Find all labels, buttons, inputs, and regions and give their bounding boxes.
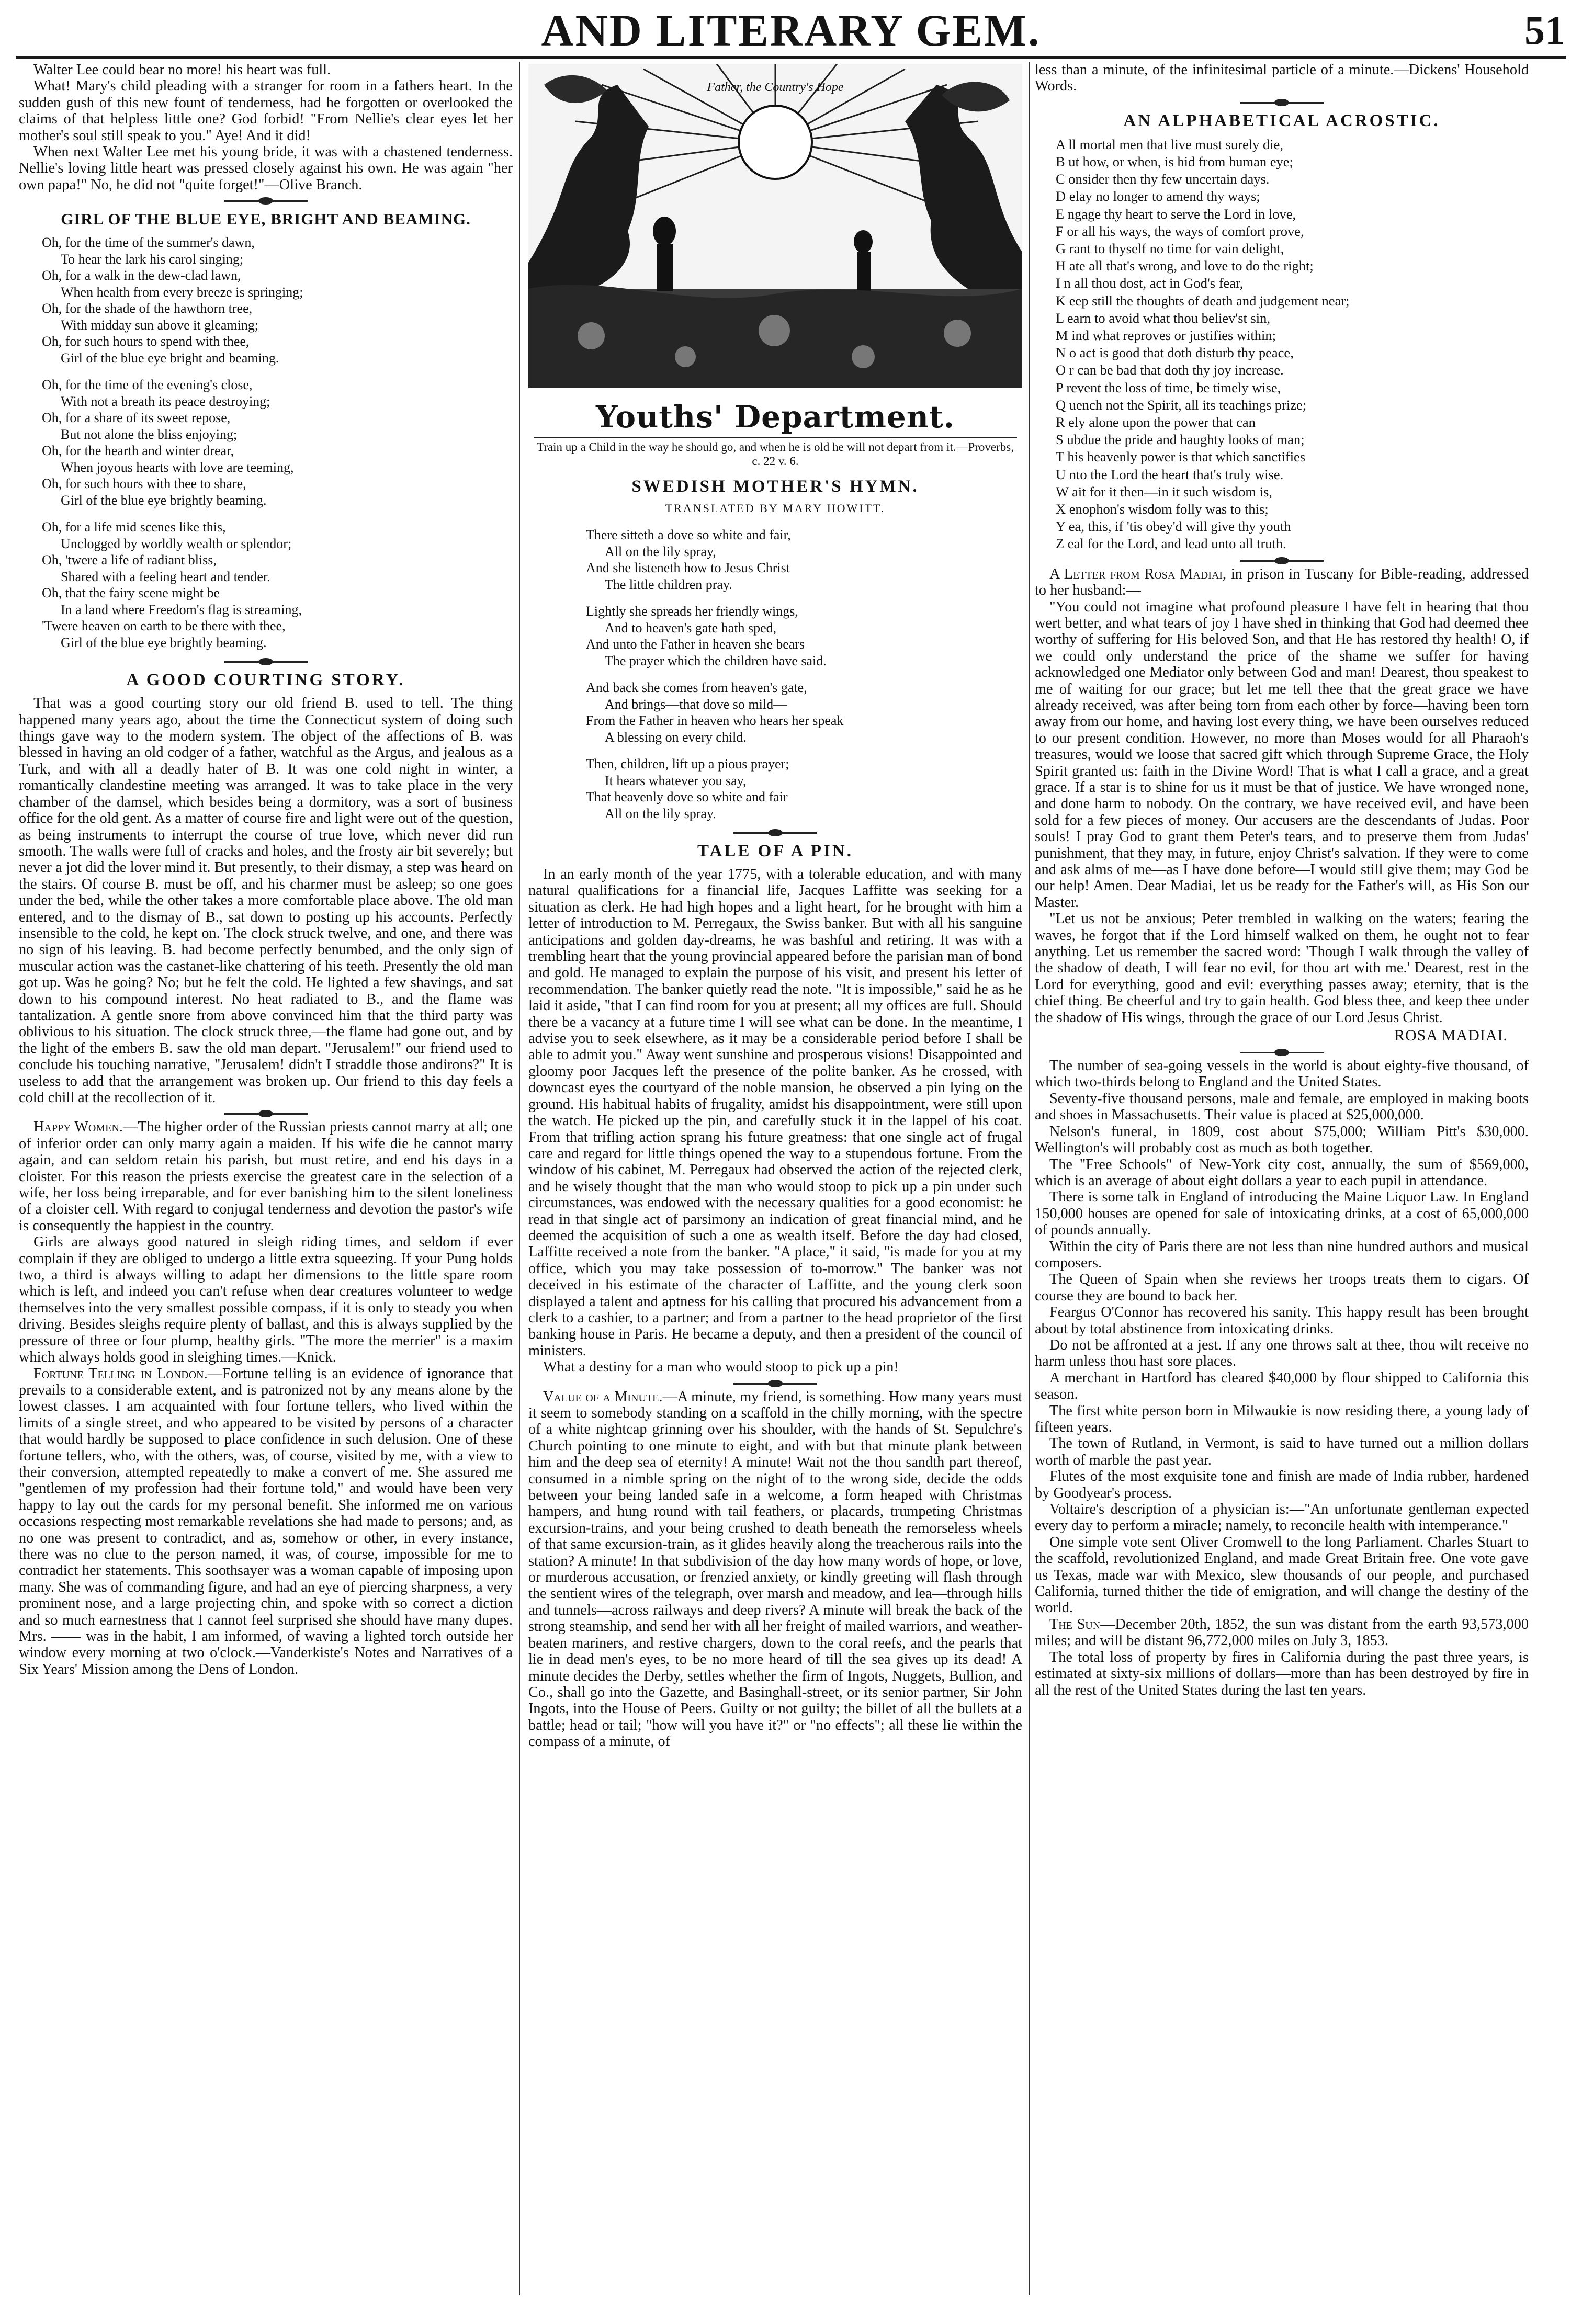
item-body: —Fortune telling is an evidence of ignorance that prevails to a considerable extent, and is patronized not by any means alone by the lowest classes. I am acquainted with four fortune tellers, who lived within the limits of a single street, and who appeared to be visited by persons of a character that would hardly be supposed to place confidence in such delusion. One of these fortune tellers, who, with the others, was, of course, visited by me, with a view to their conversion, attempted repeatedly to make a convert of me. She assured me "gentlemen of my profession had their fortune told," and would have been very happy to lay out the cards for my personal benefit. She informed me on various occasions respecting most remarkable revelations she had made to persons; and, as no one was present to contradict, and as, somehow or other, in every instance, there was no clue to the person named, it was, of course, impossible for me to contradict her statements. This soothsayer was a woman capable of imposing upon many. She was of commanding figure, and had an eye of piercing sharpness, a very prominent nose, and a large projecting chin, and spoke with so correct a diction and so much earnestness that I cannot feel surprised she should have many dupes. Mrs. —— was in the habit, I am informed, of waving a lighted torch outside her window every morning at two o'clock.—Vanderkiste's Notes and Narratives of a Six Years' Mission among the Dens of London.: [19, 1365, 513, 1677]
news-item: The first white person born in Milwaukie is now residing there, a young lady of fifteen years.: [1035, 1402, 1529, 1435]
hymn-line: Lightly she spreads her friendly wings,: [586, 604, 798, 619]
acrostic-line: C onsider then thy few uncertain days.: [1056, 171, 1270, 187]
news-item: The Queen of Spain when she reviews her troops treats them to cigars. Of course they are bound to back her.: [1035, 1271, 1529, 1304]
department-title: Youths' Department.: [596, 399, 955, 435]
item-lead: A Letter from Rosa Madiai,: [1049, 565, 1227, 582]
acrostic-line: T his heavenly power is that which sanctifies: [1056, 449, 1306, 465]
poem-line: Shared with a feeling heart and tender.: [61, 569, 270, 584]
news-item: A merchant in Hartford has cleared $40,000 by flour shipped to California this season.: [1035, 1369, 1529, 1403]
hymn-line: All on the lily spray,: [605, 543, 716, 559]
engraving-illustration: [528, 64, 1022, 388]
minute-continuation: less than a minute, of the infinitesimal particle of a minute.—Dickens' Household Words.: [1035, 62, 1529, 95]
acrostic-line: U nto the Lord the heart that's truly wise.: [1056, 466, 1284, 482]
poem-line: With midday sun above it gleaming;: [61, 317, 259, 333]
stanza: [42, 519, 513, 651]
news-item: There is some talk in England of introducing the Maine Liquor Law. In England 150,000 houses are opened for sale of intoxicating drinks, at a cost of 65,000,000 of pounds annually.: [1035, 1189, 1529, 1239]
acrostic-line: P revent the loss of time, be timely wise,: [1056, 379, 1281, 395]
page-number: 51: [1524, 7, 1565, 53]
acrostic-line: E ngage thy heart to serve the Lord in love,: [1056, 206, 1296, 222]
hymn-line: There sitteth a dove so white and fair,: [586, 527, 791, 542]
hymn-line: The little children pray.: [605, 576, 732, 592]
stanza: [586, 603, 1022, 669]
poem-line: Unclogged by worldly wealth or splendor;: [61, 536, 292, 551]
poem-line: To hear the lark his carol singing;: [61, 251, 244, 267]
hymn-line: And to heaven's gate hath sped,: [605, 620, 777, 636]
news-item: Nelson's funeral, in 1809, cost about $75,000; William Pitt's $30,000. Wellington's will probably cost as much as both together.: [1035, 1123, 1529, 1157]
stanza: [586, 679, 1022, 745]
divider: [224, 1113, 308, 1115]
acrostic-line: Y ea, this, if 'tis obey'd will give thy youth: [1056, 518, 1291, 535]
item-body: —December 20th, 1852, the sun was distant from the earth 93,573,000 miles; and will be distant 96,772,000 miles on July 3, 1853.: [1035, 1616, 1529, 1649]
hymn-line: And brings—that dove so mild—: [605, 696, 787, 712]
news-item-sun: [1035, 1616, 1529, 1649]
acrostic-line: Z eal for the Lord, and lead unto all truth.: [1056, 536, 1286, 552]
translator-credit: TRANSLATED BY MARY HOWITT.: [665, 502, 886, 515]
column-middle: [528, 62, 1022, 2306]
acrostic-line: O r can be bad that doth thy joy increase.: [1056, 362, 1284, 378]
stanza: [42, 377, 513, 508]
news-item: One simple vote sent Oliver Cromwell to the long Parliament. Charles Stuart to the scaffold, revolutionized England, and made Great Britain free. One vote gave us Texas, made war with Mexico, slew thousands of our people, and purchased California, turned thither the tide of emigration, and will change the destiny of the world.: [1035, 1534, 1529, 1616]
news-item: The total loss of property by fires in California during the past three years, is estimated at sixty-six millions of dollars—more than has been destroyed by fire in all the rest of the United States during the last ten years.: [1035, 1649, 1529, 1698]
poem-line: Oh, 'twere a life of radiant bliss,: [42, 552, 217, 568]
news-item: Flutes of the most exquisite tone and finish are made of India rubber, hardened by Goodyear's process.: [1035, 1468, 1529, 1501]
divider: [224, 661, 308, 663]
acrostic-title: AN ALPHABETICAL ACROSTIC.: [1123, 111, 1440, 130]
stanza: [586, 527, 1022, 593]
acrostic-line: K eep still the thoughts of death and judgement near;: [1056, 292, 1350, 309]
column-left: [19, 62, 513, 2306]
poem-line: Oh, for the time of the evening's close,: [42, 377, 253, 393]
acrostic-line: I n all thou dost, act in God's fear,: [1056, 275, 1244, 291]
acrostic-line: S ubdue the pride and haughty looks of man;: [1056, 432, 1305, 448]
paragraph: When next Walter Lee met his young bride, it was with a chastened tenderness. Nellie's loving little heart was pressed closely against his own. He was again "her own papa!" No, he did not "quite forget!"—Olive Branch.: [19, 144, 513, 193]
divider: [733, 1383, 817, 1385]
hymn-line: And she listeneth how to Jesus Christ: [586, 560, 790, 575]
poem-line: Oh, for a share of its sweet repose,: [42, 410, 231, 426]
poem-line: Oh, for the time of the summer's dawn,: [42, 235, 255, 251]
poem-line: Girl of the blue eye bright and beaming.: [61, 350, 279, 366]
acrostic-line: A ll mortal men that live must surely die,: [1056, 136, 1283, 152]
item-body: in prison in Tuscany for Bible-reading, addressed to her husband:—: [1035, 565, 1529, 599]
page-title: AND LITERARY GEM.: [541, 5, 1041, 55]
poem-line: But not alone the bliss enjoying;: [61, 426, 238, 442]
poem-line: Oh, for the shade of the hawthorn tree,: [42, 301, 253, 316]
acrostic: [1056, 136, 1529, 553]
news-item: Within the city of Paris there are not less than nine hundred authors and musical composers.: [1035, 1238, 1529, 1271]
news-item: The number of sea-going vessels in the world is about eighty-five thousand, of which two-thirds belong to England and the United States.: [1035, 1058, 1529, 1091]
acrostic-line: W ait for it then—in it such wisdom is,: [1056, 483, 1272, 500]
poem-line: 'Twere heaven on earth to be there with thee,: [42, 618, 286, 634]
news-item: The town of Rutland, in Vermont, is said to have turned out a million dollars worth of marble the past year.: [1035, 1435, 1529, 1468]
motto: Train up a Child in the way he should go, and when he is old he will not depart from it.—Proverbs, c. 22 v. 6.: [534, 437, 1017, 468]
news-item: Do not be affronted at a jest. If any one throws salt at thee, thou wilt receive no harm unless thou hast sore places.: [1035, 1336, 1529, 1370]
letter-body: "Let us not be anxious; Peter trembled in walking on the waters; fearing the waves, he forgot that if the Lord himself walked on them, he ought not to fear anything. Let us remember the sacred word: 'Though I walk through the valley of the shadow of death, I will fear no evil, for thou art with me.' Dearest, rest in the Lord for everything, good and evil: everything passes away; eternity, that is the chief thing. Be cheerful and try to gain health. God bless thee, and keep thee under the shadow of His wings, through the grace of our Lord Jesus Christ.: [1035, 911, 1529, 1026]
poem-line: With not a breath its peace destroying;: [61, 393, 270, 409]
pin-ending: What a destiny for a man who would stoop to pick up a pin!: [543, 1359, 899, 1376]
poem-title: GIRL OF THE BLUE EYE, BRIGHT AND BEAMING.: [61, 210, 471, 229]
story-continuation: [19, 62, 513, 193]
hymn-line: From the Father in heaven who hears her speak: [586, 713, 844, 728]
acrostic-line: D elay no longer to amend thy ways;: [1056, 188, 1260, 205]
divider: [733, 832, 817, 834]
poem-line: Oh, for a walk in the dew-clad lawn,: [42, 268, 241, 284]
column-rule: [519, 62, 520, 2295]
divider: [1240, 1052, 1324, 1053]
hymn-title: SWEDISH MOTHER'S HYMN.: [631, 477, 919, 496]
poem-line: Girl of the blue eye brightly beaming.: [61, 492, 267, 508]
item-lead: Value of a Minute.: [543, 1388, 663, 1405]
divider: [1240, 560, 1324, 562]
divider: [1240, 102, 1324, 104]
hymn-line: And unto the Father in heaven she bears: [586, 637, 805, 652]
acrostic-line: F or all his ways, the ways of comfort prove,: [1056, 223, 1304, 239]
stanza: [42, 234, 513, 366]
poem-line: Oh, that the fairy scene might be: [42, 585, 220, 601]
item-lead: Happy Women.: [33, 1119, 123, 1136]
masthead: [16, 4, 1566, 62]
hymn-line: That heavenly dove so white and fair: [586, 789, 788, 804]
poem-line: Girl of the blue eye brightly beaming.: [61, 634, 267, 650]
hymn-line: All on the lily spray.: [605, 806, 716, 821]
stanza: [586, 756, 1022, 822]
pin-body: In an early month of the year 1775, with a tolerable education, and with many natural qualifications for a financial life, Jacques Laffitte was seeking for a situation as clerk. He had high hopes and a light heart, for he brought with him a letter of introduction to M. Perregaux, the Swiss banker. But with all his sanguine anticipations and golden day-dreams, he was bashful and retiring. It was with a trembling heart that the young provincial appeared before the parisian man of bond and gold. He managed to explain the purpose of his visit, and present his letter of recommendation. The banker quietly read the note. "It is impossible," said he as he laid it aside, "that I can find room for you at present; all my offices are full. Should there be a vacancy at a future time I will see what can be done. In the meantime, I advise you to seek elsewhere, as it may be a considerable period before I shall be able to admit you." Away went sunshine and prosperous visions! Disappointed and gloomy poor Jacques left the presence of the polite banker. As he crossed, with downcast eyes the courtyard of the noble mansion, he observed a pin lying on the ground. His habitual habits of frugality, amidst his disappointment, were still upon the watch. He picked up the pin, and carefully stuck it in the lappel of his coat. From that trifling action sprang his future greatness: that one single act of frugal care and regard for little things opened the way to a stupendous fortune. From the window of his cabinet, M. Perregaux had observed the action of the rejected clerk, and he wisely thought that the man who would stoop to pick up a pin under such circumstances, was endowed with the necessary qualities for a good economist: he read in that single act of parsimony an indication of great financial mind, and he deemed the acquisition of such a one as wealth itself. Before the day had closed, Laffitte received a note from the banker. "A place," it said, "is made for you at my office, which you may take possession of to-morrow." The banker was not deceived in his estimate of the character of Laffitte, and the young clerk soon displayed a talent and aptness for his calling that procured his advancement from a clerk to a cashier, to a partner; and from a partner to the head proprietor of the first banking house in Paris. He became a deputy, and then a president of the council of ministers.: [528, 866, 1022, 1359]
paragraph-sleigh: Girls are always good natured in sleigh riding times, and seldom if ever complain if they are obliged to undergo a little extra squeezing. If your Pung holds two, a third is always willing to adapt her dimensions to the little spare room which is left, and indeed you can't refuse when dear creatures volunteer to wedge themselves into the very smallest possible compass, if it is only to steady you when driving. Besides sleighs require plenty of ballast, and this is always supplied by the pressure of three or four plump, healthy girls. "The more the merrier" is a maxim which always holds good in sleighing times.—Knick.: [19, 1234, 513, 1366]
item-body: —The higher order of the Russian priests cannot marry at all; one of inferior order can only marry again a maiden. If his wife die he cannot marry again, and can seldom retain his parish, but must retire, and end his days in a cloister. For this reason the priests exercise the greatest care in the selection of a wife, her loss being irreparable, and for ever banishing him to the silent loneliness of a cloister cell. With regard to conjugal tenderness and devotion the pastor's wife is consequently the happiest in the country.: [19, 1119, 513, 1234]
column-rule: [1029, 62, 1030, 2295]
letter-signature: ROSA MADIAI.: [1394, 1027, 1508, 1045]
acrostic-line: R ely alone upon the power that can: [1056, 414, 1256, 430]
item-lead: The Sun: [1049, 1616, 1101, 1633]
acrostic-line: N o act is good that doth disturb thy peace,: [1056, 345, 1294, 361]
acrostic-line: X enophon's wisdom folly was to this;: [1056, 501, 1269, 517]
paragraph-fortune: [19, 1366, 513, 1678]
news-item: Voltaire's description of a physician is:—"An unfortunate gentleman expected every day to perform a miracle; namely, to reconcile health with intemperance.": [1035, 1501, 1529, 1534]
acrostic-line: Q uench not the Spirit, all its teachings prize;: [1056, 396, 1307, 413]
paragraph-happy-women: [19, 1119, 513, 1234]
paragraph: Walter Lee could bear no more! his heart was full.: [33, 62, 331, 78]
masthead-rule: [16, 56, 1566, 59]
engraving-caption: Father, the Country's Hope: [707, 81, 844, 94]
poem: [42, 234, 513, 651]
news-item: The "Free Schools" of New-York city cost, annually, the sum of $569,000, which is an average of about eight dollars a year to each pupil in attendance.: [1035, 1156, 1529, 1189]
letter-body: "You could not imagine what profound pleasure I have felt in hearing that thou wert better, and what tears of joy I have shed in thinking that God had deemed thee worthy of suffering for His beloved Son, and that He has restored thy health! O, if we could only understand the price of the shame we suffer for having acknowledged one Mediator only between God and man! Dearest, thou speakest to me of waiting for our grace; but let me tell thee that the great grace we have already received, was after being torn from each other by force—having been torn away from our home, and having lost every thing, we have been ourselves reduced to our present condition. However, no more than Moses would for all Pharaoh's treasures, would we loose that sacred gift which through Supreme Grace, the Holy Spirit granted us: faith in the Divine Word! That is what I call a grace, and a great grace. If a star is to shine for us it must be that of justice. We have wronged none, and done harm to nobody. On the contrary, we have received evil, and have been sold for a few pieces of money. Our accusers are the descendants of Judas. Poor souls! I pray God to grant them Peter's tears, and to preserve them from Judas' punishment, that they may, in future, enjoy Christ's salvation. If they were to come and ask alms of me—as I have done before—I would still give them; may God be our help! Amen. Dear Madiai, let us be ready for the Father's will, as His Son our Master.: [1035, 598, 1529, 911]
acrostic-line: M ind what reproves or justifies within;: [1056, 327, 1276, 344]
poem-line: When health from every breeze is springing;: [61, 284, 303, 300]
hymn-line: Then, children, lift up a pious prayer;: [586, 756, 789, 772]
hymn-line: It hears whatever you say,: [605, 773, 747, 788]
poem-line: When joyous hearts with love are teeming,: [61, 459, 294, 475]
poem-line: Oh, for the hearth and winter drear,: [42, 443, 234, 459]
hymn-line: And back she comes from heaven's gate,: [586, 680, 807, 695]
item-body: —A minute, my friend, is something. How many years must it seem to somebody standing on a scaffold in the chilly morning, with the spectre of a white nightcap grinning over his shoulder, with the hands of St. Sepulchre's Church pointing to one minute to eight, and with but that minute plank between him and the deep sea of eternity! A minute! Wait not the thou sandth part thereof, consumed in a nimble spring on the night of to the wrong side, decide the odds between your being landed safe in a welcome, a form heaped with Christmas hampers, and hung round with tail feathers, or placards, trumpeting Christmas excursion-trains, and your being crushed to death beneath the remorseless wheels of that same excursion-train, as it glides heavily along the treacherous rails into the station? A minute! In that subdivision of the day how many words of hope, or love, or murderous accusation, or frenzied anxiety, or kindly greeting will flash through the sentient wires of the telegraph, over marsh and meadow, and lea—through hills and tunnels—across railways and deep rivers? A minute will break the back of the strong steamship, and send her with all her freight of mailed warriors, and weather-beaten mariners, and restive chargers, down to the coral reefs, and the pearls that lie in dead men's eyes, to be no more heard of till the sea gives up its dead! A minute decides the Derby, settles whether the firm of Ingots, Nuggets, Bullion, and Co., shall go into the Gazette, and Basinghall-street, or its senior partner, Sir John Ingots, into the House of Peers. Guilty or not guilty; the billet of all the bullets at a battle; head or tail; "how will you have it?" or "no effects"; all these lie within the compass of a minute, of: [528, 1388, 1022, 1750]
hymn-line: A blessing on every child.: [605, 729, 747, 745]
column-right: [1035, 62, 1529, 2306]
pin-title: TALE OF A PIN.: [697, 842, 854, 860]
paragraph: What! Mary's child pleading with a stranger for room in a fathers heart. In the sudden gush of this new fount of tenderness, had he forgotten or overlooked the claims of that helpless little one? God forbid! "From Nellie's clear eyes let her mother's soul still speak to you." Aye! And it did!: [19, 78, 513, 144]
hymn-line: The prayer which the children have said.: [605, 653, 827, 668]
story-body: That was a good courting story our old friend B. used to tell. The thing happened many years ago, about the time the Connecticut system of doing such things gave way to the modern system. The object of the affections of B. was blessed in having an old codger of a father, watchful as the Argus, and jealous as a Turk, and with all a deadly hater of B. It was one cold night in winter, a romantically clandestine meeting was arranged. It was to take place in the very chamber of the damsel, which besides being a dormitory, was a sort of business office for the old gent. As a matter of course fire and light were out of the question, as being instruments to interrupt the course of true love, which never did run smooth. The walls were full of cracks and holes, and the frosty air bit severely; but never a jot did the lover mind it. But presently, to their dismay, a step was heard on the stairs. Of course B. must be off, and his charmer must be asleep; so one goes under the bed, while the other takes a more comfortable place above. The old man entered, and to the dismay of B., sat down to posting up his accounts. Perfectly insensible to the cold, he kept on. The clock struck twelve, and one, and there was no sign of his leaving. B. had become perfectly benumbed, and the only sign of muscular action was the castanet-like chattering of his teeth. Presently the old man got up. Was he going? No; but he felt the cold. He lighted a few shavings, and sat down to his compound interest. No heat radiated to B., and the flame was tantalization. A gentle snore from above convinced him that the third party was oblivious to his situation. The clock struck three,—the flame had gone out, and by the light of the embers B. saw the old man depart. "Jerusalem!" our friend used to conclude his touching narrative, "Jerusalem! didn't I straddle those andirons?" It is useless to add that the arrangement was broken up. Our friend to this day feels a cold chill at the recollection of it.: [19, 695, 513, 1106]
acrostic-line: L earn to avoid what thou believ'st sin,: [1056, 310, 1271, 326]
acrostic-line: G rant to thyself no time for vain delight,: [1056, 241, 1284, 257]
poem-line: In a land where Freedom's flag is streaming,: [61, 602, 302, 617]
acrostic-line: B ut how, or when, is hid from human eye;: [1056, 154, 1293, 170]
item-lead: Fortune Telling in London.: [33, 1365, 208, 1382]
story-title: A GOOD COURTING STORY.: [126, 671, 405, 690]
poem-line: Oh, for such hours to spend with thee,: [42, 334, 250, 349]
poem-line: Oh, for a life mid scenes like this,: [42, 519, 226, 535]
paragraph-minute: [528, 1389, 1022, 1750]
acrostic-line: H ate all that's wrong, and love to do the right;: [1056, 258, 1314, 274]
news-item: Seventy-five thousand persons, male and female, are employed in making boots and shoes in Massachusetts. Their value is placed at $25,000,000.: [1035, 1090, 1529, 1124]
letter-intro: [1035, 566, 1529, 599]
hymn: [586, 527, 1022, 822]
divider: [224, 200, 308, 202]
news-item: Feargus O'Connor has recovered his sanity. This happy result has been brought about by total abstinence from intoxicating drinks.: [1035, 1304, 1529, 1337]
poem-line: Oh, for such hours with thee to share,: [42, 476, 246, 492]
